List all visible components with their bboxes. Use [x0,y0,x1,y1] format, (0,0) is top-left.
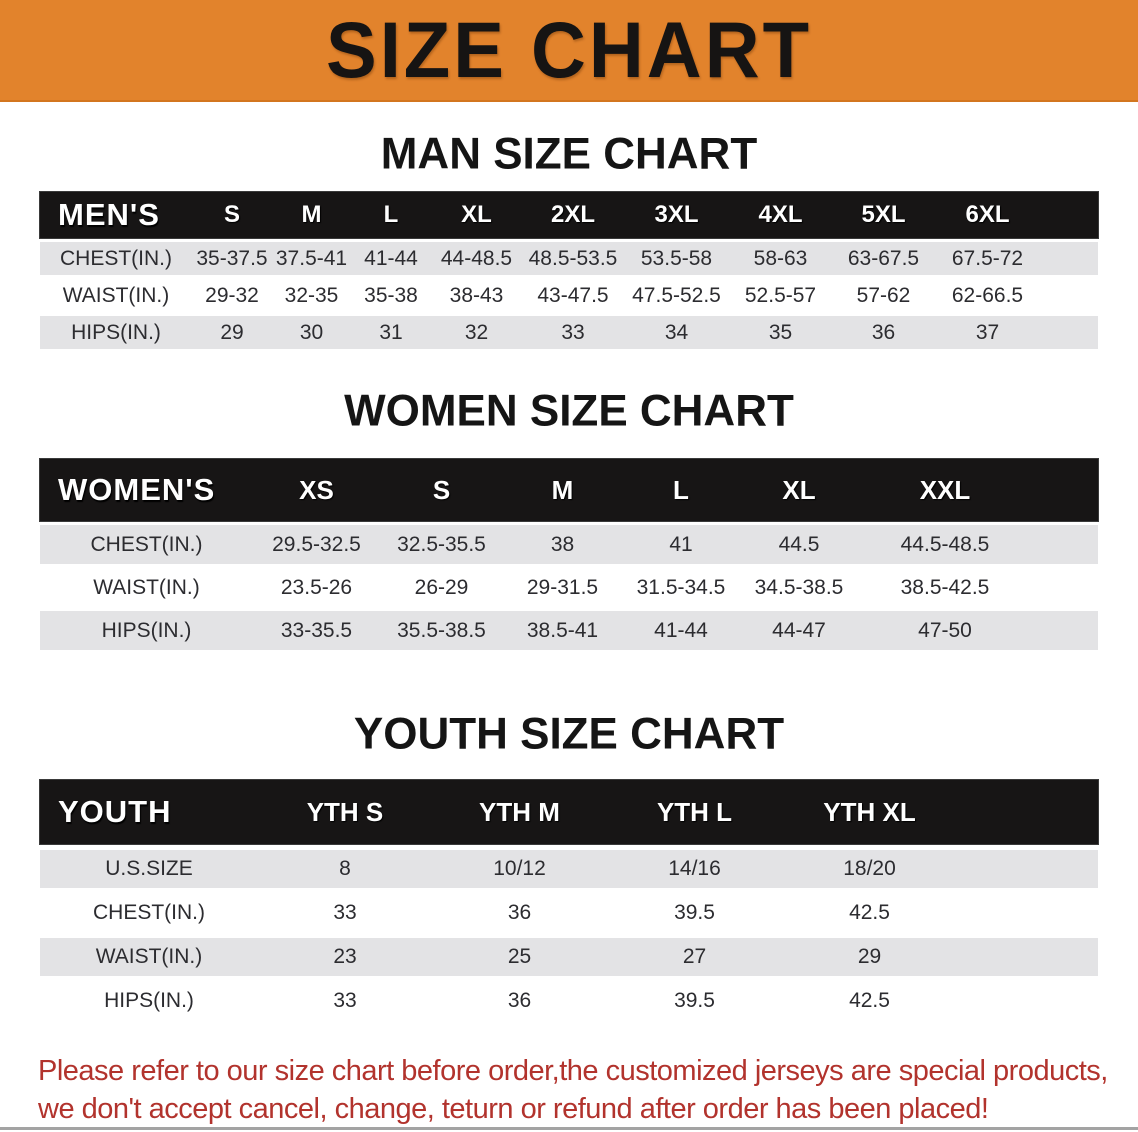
value-cell: 38.5-42.5 [858,568,1032,607]
value-cell: 29 [782,938,957,976]
value-cell: 36 [432,894,607,932]
value-cell: 41-44 [351,242,431,275]
value-cell: 33 [522,316,624,349]
disclaimer-text [38,1052,1138,1128]
header-spacer [957,780,1098,844]
men-size-header: L [351,192,431,238]
men-size-header: 4XL [729,192,832,238]
row-label: HIPS(IN.) [40,982,258,1020]
value-cell: 10/12 [432,850,607,888]
bottom-divider [0,1127,1138,1130]
women-section-heading: WOMEN SIZE CHART [344,385,794,436]
value-cell: 38-43 [431,279,522,312]
value-cell: 23.5-26 [253,568,380,607]
value-cell: 29-32 [192,279,272,312]
women-size-header: M [503,459,622,521]
men-size-header: S [192,192,272,238]
value-cell: 36 [432,982,607,1020]
value-cell: 34 [624,316,729,349]
women-chest-row [40,525,1098,564]
men-hips-row [40,316,1098,349]
value-cell: 29.5-32.5 [253,525,380,564]
row-label: HIPS(IN.) [40,316,192,349]
value-cell: 36 [832,316,935,349]
value-cell: 47.5-52.5 [624,279,729,312]
disclaimer-line-2: we don't accept cancel, change, teturn or refund after order has been placed! [38,1093,989,1125]
value-cell: 38.5-41 [503,611,622,650]
youth-waist-row [40,938,1098,976]
header-spacer [1040,192,1098,238]
value-cell: 29 [192,316,272,349]
value-cell: 37 [935,316,1040,349]
men-size-header: 3XL [624,192,729,238]
youth-size-header: YTH XL [782,780,957,844]
women-size-header: XL [740,459,858,521]
disclaimer-line-1: Please refer to our size chart before order,the customized jerseys are special products, [38,1055,1108,1087]
value-cell: 35 [729,316,832,349]
value-cell: 47-50 [858,611,1032,650]
youth-ussize-row [40,850,1098,888]
men-size-header: M [272,192,351,238]
value-cell: 31.5-34.5 [622,568,740,607]
row-label: WAIST(IN.) [40,568,253,607]
value-cell: 39.5 [607,982,782,1020]
value-cell: 33-35.5 [253,611,380,650]
women-size-header: XS [253,459,380,521]
value-cell: 44-48.5 [431,242,522,275]
youth-header-label: YOUTH [40,780,258,844]
men-size-header: 2XL [522,192,624,238]
value-cell: 58-63 [729,242,832,275]
men-size-header: 6XL [935,192,1040,238]
women-size-table [40,455,1098,654]
value-cell: 62-66.5 [935,279,1040,312]
value-cell: 44.5-48.5 [858,525,1032,564]
youth-chest-row [40,894,1098,932]
row-label: CHEST(IN.) [40,525,253,564]
value-cell: 41 [622,525,740,564]
row-label: U.S.SIZE [40,850,258,888]
value-cell: 35-38 [351,279,431,312]
row-label: WAIST(IN.) [40,279,192,312]
value-cell: 63-67.5 [832,242,935,275]
value-cell: 32-35 [272,279,351,312]
value-cell: 33 [258,894,432,932]
value-cell: 42.5 [782,894,957,932]
value-cell: 30 [272,316,351,349]
row-label: CHEST(IN.) [40,894,258,932]
men-size-table [40,188,1098,353]
women-hips-row [40,611,1098,650]
men-header-label: MEN'S [40,192,192,238]
value-cell: 27 [607,938,782,976]
value-cell: 42.5 [782,982,957,1020]
value-cell: 33 [258,982,432,1020]
men-size-header: XL [431,192,522,238]
row-label: WAIST(IN.) [40,938,258,976]
size-chart-banner [0,0,1138,102]
youth-size-header: YTH S [258,780,432,844]
youth-header-row [40,780,1098,844]
women-header-label: WOMEN'S [40,459,253,521]
value-cell: 32 [431,316,522,349]
value-cell: 37.5-41 [272,242,351,275]
header-spacer [1032,459,1098,521]
row-label: HIPS(IN.) [40,611,253,650]
youth-size-header: YTH L [607,780,782,844]
men-header-row [40,192,1098,238]
women-size-header: XXL [858,459,1032,521]
value-cell: 14/16 [607,850,782,888]
value-cell: 41-44 [622,611,740,650]
value-cell: 29-31.5 [503,568,622,607]
value-cell: 26-29 [380,568,503,607]
women-header-row [40,459,1098,521]
value-cell: 67.5-72 [935,242,1040,275]
youth-hips-row [40,982,1098,1020]
value-cell: 23 [258,938,432,976]
youth-section-heading: YOUTH SIZE CHART [353,708,785,759]
men-size-header: 5XL [832,192,935,238]
row-label: CHEST(IN.) [40,242,192,275]
value-cell: 18/20 [782,850,957,888]
value-cell: 44.5 [740,525,858,564]
women-waist-row [40,568,1098,607]
value-cell: 43-47.5 [522,279,624,312]
value-cell: 53.5-58 [624,242,729,275]
value-cell: 35-37.5 [192,242,272,275]
value-cell: 25 [432,938,607,976]
value-cell: 38 [503,525,622,564]
banner-title: SIZE CHART [326,5,812,95]
value-cell: 34.5-38.5 [740,568,858,607]
value-cell: 8 [258,850,432,888]
value-cell: 52.5-57 [729,279,832,312]
women-size-header: S [380,459,503,521]
women-size-header: L [622,459,740,521]
value-cell: 57-62 [832,279,935,312]
value-cell: 44-47 [740,611,858,650]
men-waist-row [40,279,1098,312]
value-cell: 32.5-35.5 [380,525,503,564]
youth-size-header: YTH M [432,780,607,844]
value-cell: 39.5 [607,894,782,932]
youth-size-table [40,774,1098,1026]
men-section-heading: MAN SIZE CHART [380,128,758,179]
value-cell: 48.5-53.5 [522,242,624,275]
value-cell: 35.5-38.5 [380,611,503,650]
men-chest-row [40,242,1098,275]
value-cell: 31 [351,316,431,349]
